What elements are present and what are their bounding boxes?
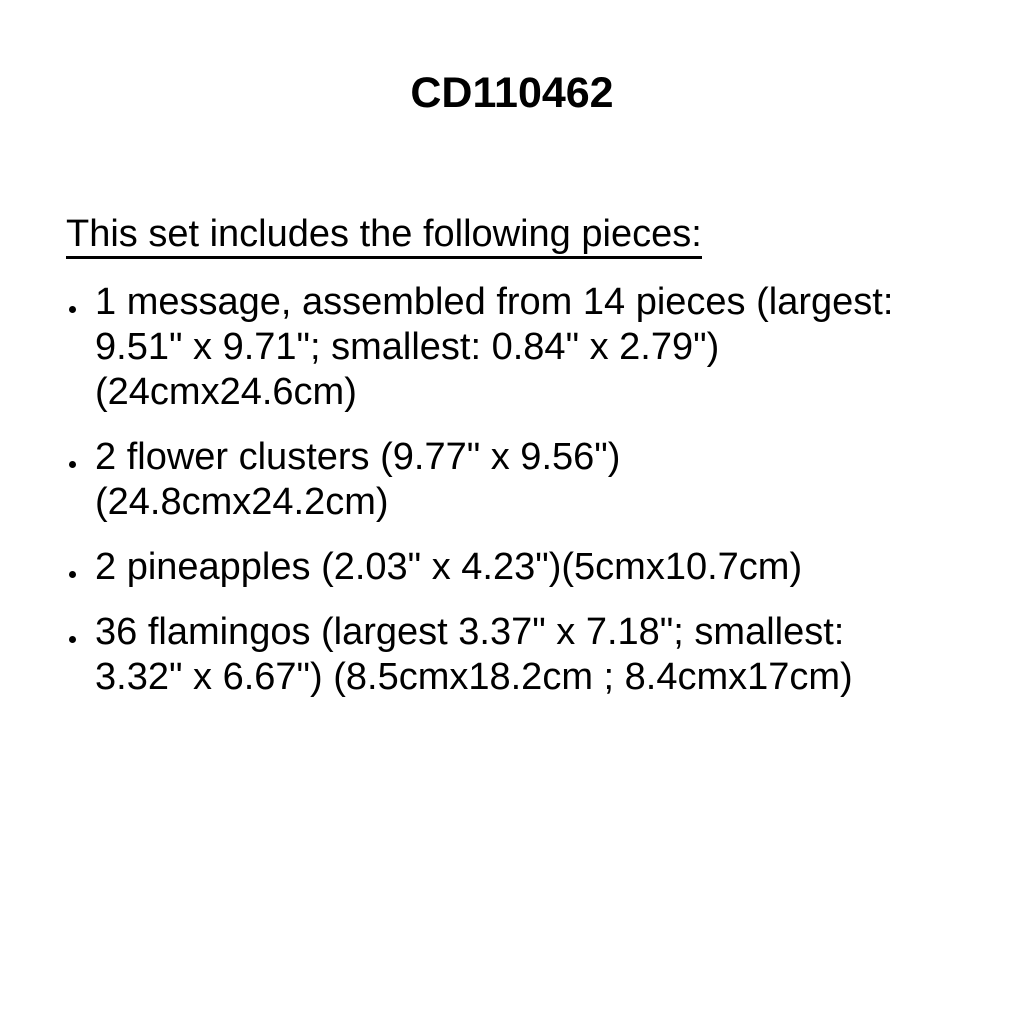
list-item-line: (24.8cmx24.2cm) bbox=[95, 481, 389, 523]
list-item bbox=[66, 280, 1024, 415]
list-item-line: 2 pineapples (2.03" x 4.23")(5cmx10.7cm) bbox=[95, 546, 803, 588]
list-item-line: (24cmx24.6cm) bbox=[95, 371, 357, 413]
list-item bbox=[66, 610, 1024, 700]
list-item bbox=[66, 435, 1024, 525]
bullet-icon bbox=[69, 306, 76, 313]
section-heading-text: This set includes the following pieces: bbox=[66, 213, 702, 259]
list-item bbox=[66, 545, 1024, 590]
pieces-list bbox=[66, 280, 1024, 700]
section-heading bbox=[66, 211, 1024, 259]
list-item-text bbox=[95, 610, 1024, 700]
list-item-line: 1 message, assembled from 14 pieces (largest: bbox=[95, 281, 894, 323]
list-item-line: 36 flamingos (largest 3.37" x 7.18"; smallest: bbox=[95, 611, 845, 653]
bullet-icon bbox=[69, 571, 76, 578]
list-item-text bbox=[95, 435, 1024, 525]
bullet-icon bbox=[69, 461, 76, 468]
page-title: CD110462 bbox=[410, 69, 614, 117]
bullet-icon bbox=[69, 636, 76, 643]
list-item-text bbox=[95, 545, 1024, 590]
list-item-line: 3.32" x 6.67") (8.5cmx18.2cm ; 8.4cmx17cm) bbox=[95, 656, 853, 698]
list-item-line: 9.51" x 9.71"; smallest: 0.84" x 2.79") bbox=[95, 326, 720, 368]
list-item-text bbox=[95, 280, 1024, 415]
list-item-line: 2 flower clusters (9.77" x 9.56") bbox=[95, 436, 621, 478]
